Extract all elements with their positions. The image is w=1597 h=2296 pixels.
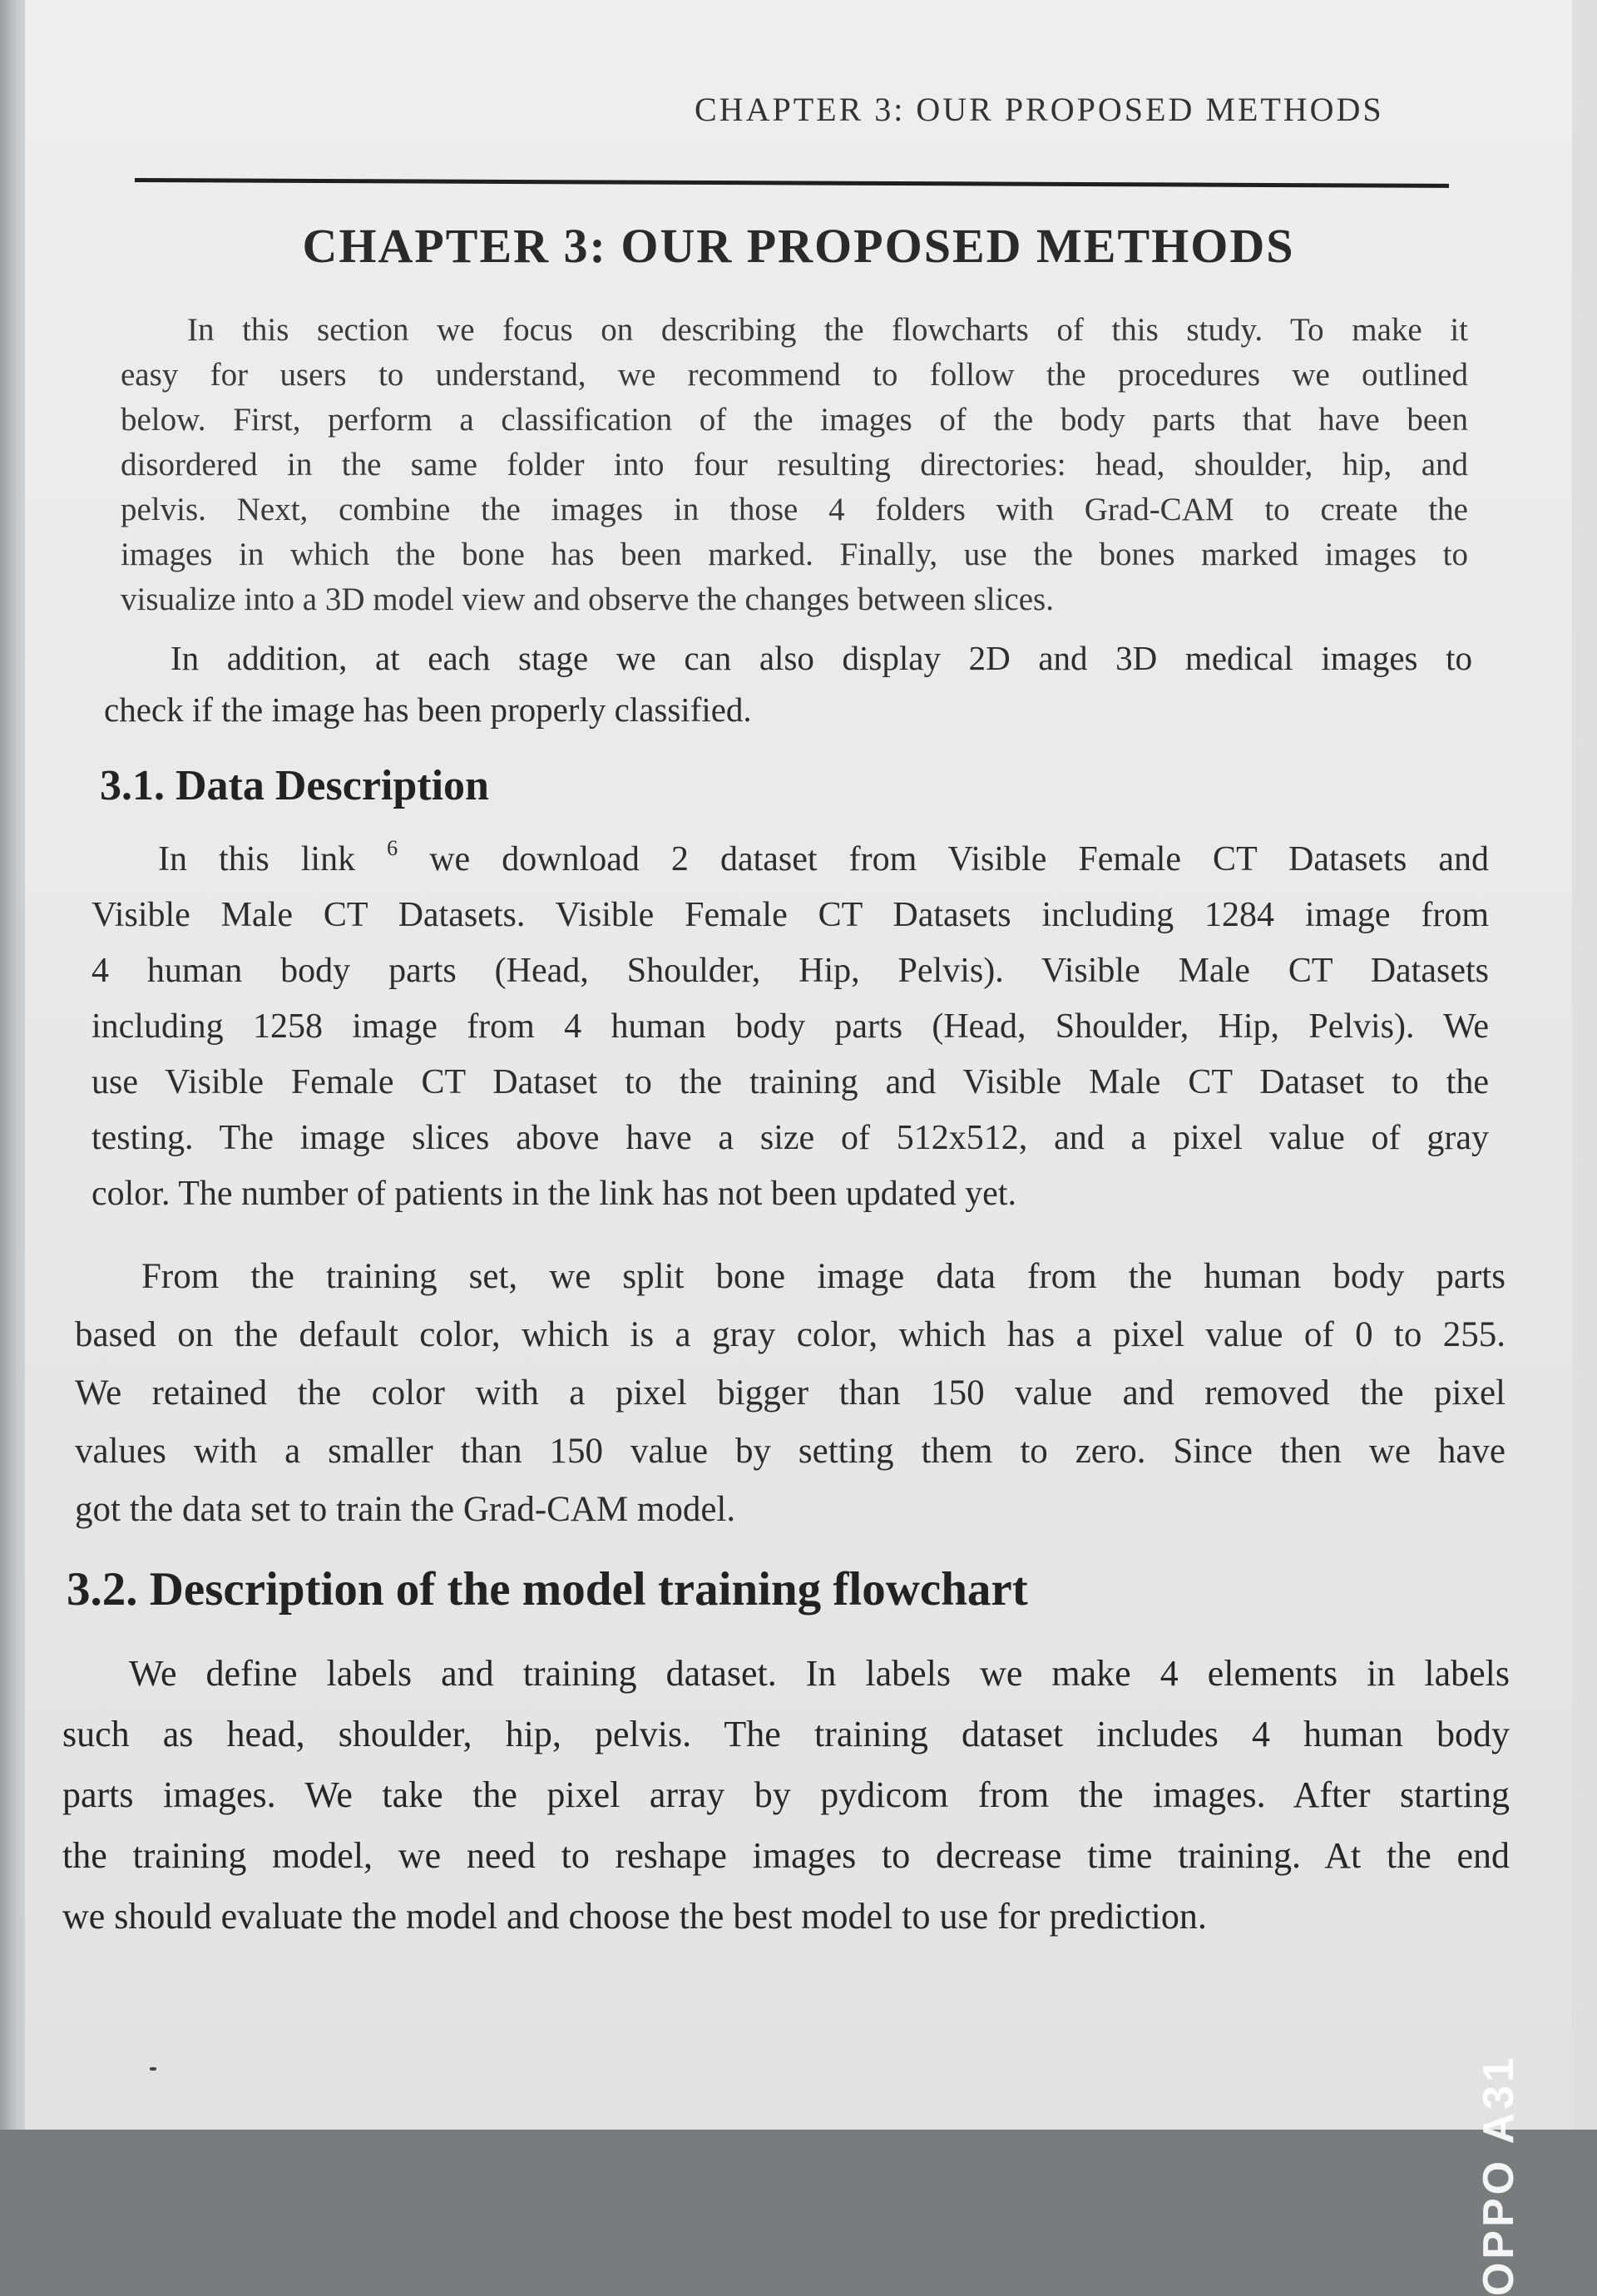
text-line: we should evaluate the model and choose the best model to use for prediction. (62, 1896, 1207, 1937)
ink-speck (150, 2067, 156, 2071)
data-description-paragraph-1 (91, 832, 1489, 1222)
text-line: In this link $^6$ we download 2 dataset from Visible Female CT Datasets and (158, 836, 1489, 878)
running-header: CHAPTER 3: OUR PROPOSED METHODS (695, 91, 1384, 128)
data-description-paragraph-2 (75, 1248, 1506, 1539)
text-line: parts images. We take the pixel array by pydicom from the images. After starting (62, 1774, 1510, 1815)
text-line: the training model, we need to reshape images to decrease time training. At the end (62, 1835, 1510, 1876)
text-line: check if the image has been properly classified. (104, 690, 752, 729)
text-line: Visible Male CT Datasets. Visible Female CT Datasets including 1284 image from (91, 896, 1489, 934)
text-line: 4 human body parts (Head, Shoulder, Hip, Pelvis). Visible Male CT Datasets (91, 952, 1489, 990)
text-line: color. The number of patients in the link has not been updated yet. (91, 1175, 1016, 1213)
text-line: pelvis. Next, combine the images in those 4 folders with Grad-CAM to create the (121, 492, 1468, 527)
text-line: including 1258 image from 4 human body parts (Head, Shoulder, Hip, Pelvis). We (91, 1007, 1489, 1046)
text-line: We retained the color with a pixel bigger than 150 value and removed the pixel (75, 1373, 1506, 1413)
intro-paragraph-1 (121, 308, 1468, 622)
chapter-title: CHAPTER 3: OUR PROPOSED METHODS (302, 219, 1295, 273)
intro-paragraph-2 (104, 632, 1472, 735)
text-line: In addition, at each stage we can also display 2D and 3D medical images to (171, 639, 1472, 677)
model-training-paragraph (62, 1643, 1510, 1947)
text-line: We define labels and training dataset. In labels we make 4 elements in labels (129, 1653, 1510, 1694)
text-line: based on the default color, which is a gray color, which has a pixel value of 0 to 255. (75, 1315, 1506, 1354)
text-line: use Visible Female CT Dataset to the training and Visible Male CT Dataset to the (91, 1063, 1489, 1101)
text-line: disordered in the same folder into four resulting directories: head, shoulder, hip, and (121, 447, 1468, 482)
text-line: In this section we focus on describing the flowcharts of this study. To make it (187, 312, 1468, 348)
text-line: easy for users to understand, we recommend to follow the procedures we outlined (121, 357, 1468, 393)
footnote-marker[interactable]: 6 (387, 836, 398, 860)
camera-watermark: OPPO A31 (1475, 2055, 1523, 2296)
text-line: From the training set, we split bone image data from the human body parts (141, 1257, 1506, 1296)
text-line: got the data set to train the Grad-CAM model. (75, 1490, 736, 1529)
header-rule (135, 178, 1449, 188)
section-heading-3-1: 3.1. Data Description (100, 762, 489, 809)
book-page (25, 0, 1572, 2130)
section-heading-3-2: 3.2. Description of the model training flowchart (67, 1563, 1028, 1616)
text-line: images in which the bone has been marked. Finally, use the bones marked images to (121, 537, 1468, 572)
text-line: such as head, shoulder, hip, pelvis. The training dataset includes 4 human body (62, 1714, 1510, 1754)
text-line: values with a smaller than 150 value by setting them to zero. Since then we have (75, 1432, 1506, 1471)
text-line: below. First, perform a classification of the images of the body parts that have been (121, 402, 1468, 438)
text-line: testing. The image slices above have a size of 512x512, and a pixel value of gray (91, 1119, 1489, 1157)
text-line: visualize into a 3D model view and observe the changes between slices. (121, 581, 1054, 617)
